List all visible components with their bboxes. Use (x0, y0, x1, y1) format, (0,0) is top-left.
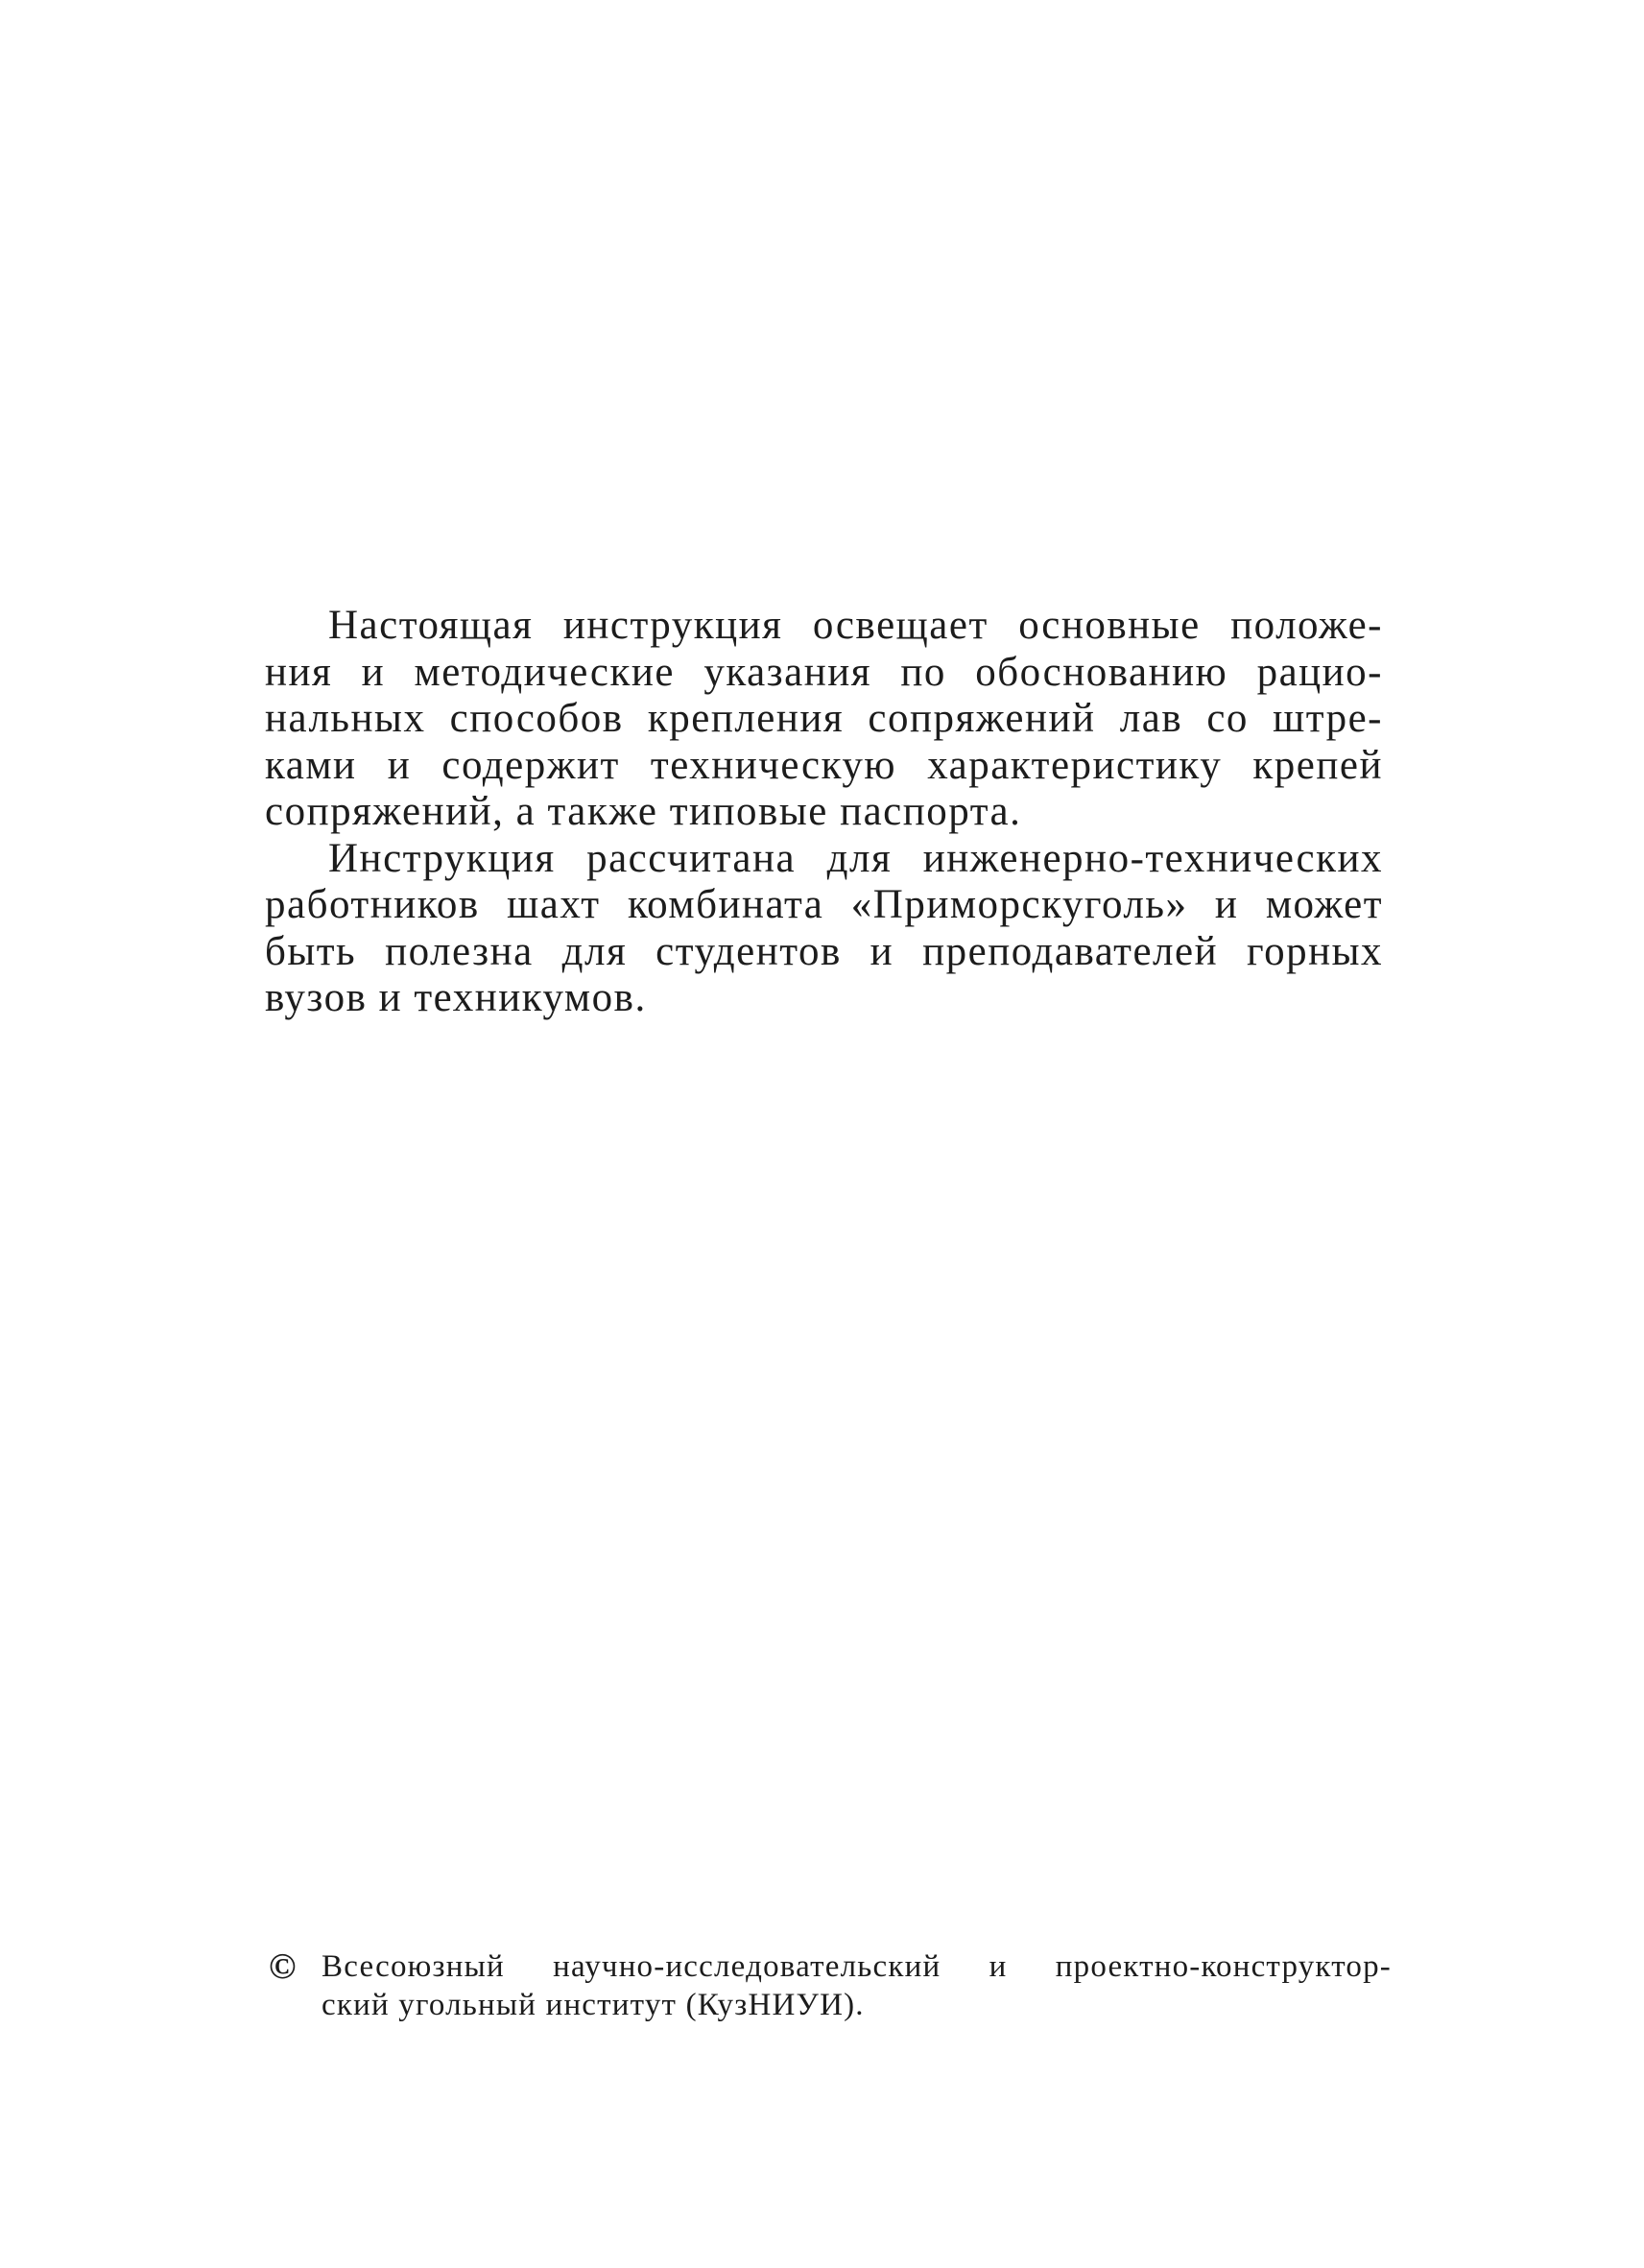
abstract-p2-line-1: Инструкция рассчитана для инженерно-технических (328, 835, 1383, 881)
copyright-line-1: Всесоюзный научно-исследовательский и проектно-конструктор- (322, 1949, 1392, 1984)
copyright-text (322, 1947, 1392, 2024)
copyright-icon: © (269, 1946, 298, 1987)
abstract-p2-line-2: работников шахт комбината «Приморскуголь» и может (265, 882, 1383, 927)
abstract-p1-line-3: нальных способов крепления сопряжений лав со штре- (265, 696, 1383, 741)
abstract-text (265, 603, 1383, 1022)
copyright-line-2: ский угольный институт (КузНИУИ). (322, 1988, 865, 2022)
copyright-notice (269, 1947, 1392, 2024)
abstract-p1-line-4: ками и содержит техническую характеристику крепей (265, 742, 1383, 788)
abstract-p1-line-2: ния и методические указания по обоснованию рацио- (265, 649, 1383, 695)
abstract-p2-line-3: быть полезна для студентов и преподавателей горных (265, 928, 1383, 974)
abstract-p2-line-4: вузов и техникумов. (265, 975, 647, 1020)
abstract-p1-line-5: сопряжений, а также типовые паспорта. (265, 789, 1022, 834)
abstract-p1-line-1: Настоящая инструкция освещает основные положе- (328, 603, 1383, 648)
